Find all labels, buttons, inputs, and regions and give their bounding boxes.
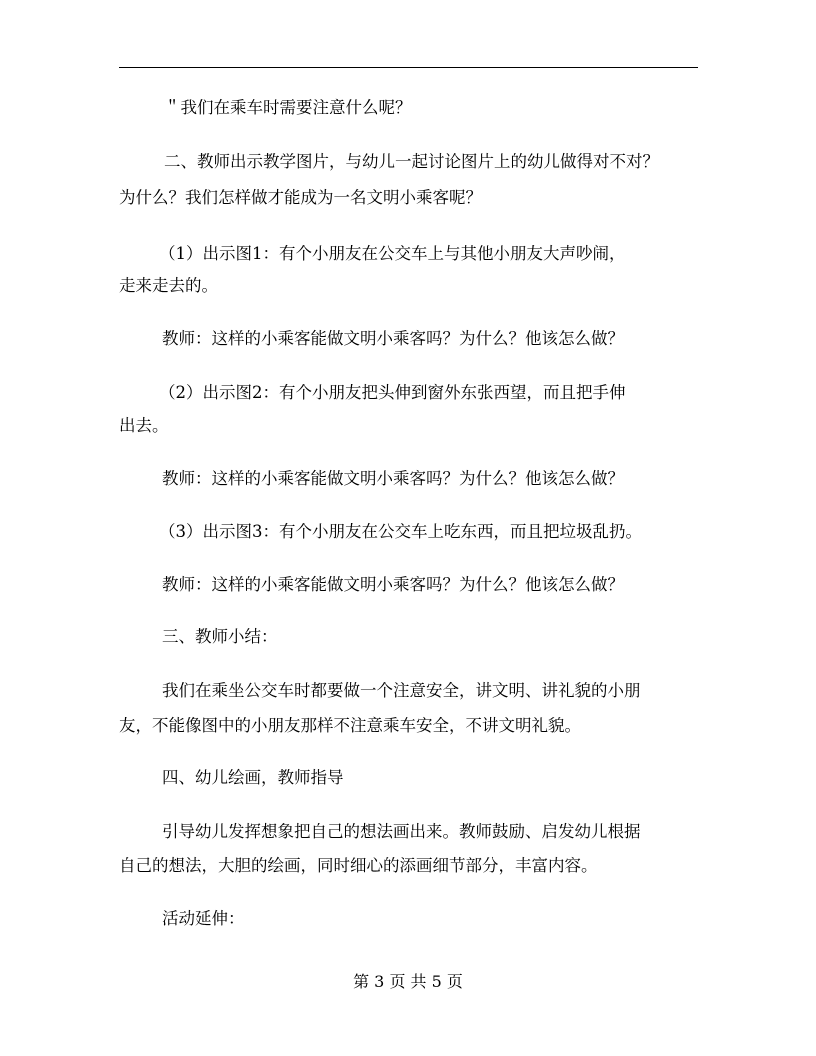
header-rule <box>119 67 698 68</box>
paragraph-line: （1）出示图1：有个小朋友在公交车上与其他小朋友大声吵闹， <box>159 244 626 263</box>
page-footer: 第 3 页 共 5 页 <box>353 972 463 991</box>
paragraph-line: 出去。 <box>119 416 169 435</box>
paragraph-line: 引导幼儿发挥想象把自己的想法画出来。教师鼓励、启发幼儿根据 <box>162 822 641 841</box>
paragraph-line: 走来走去的。 <box>119 276 218 295</box>
paragraph-line: ＂我们在乘车时需要注意什么呢？ <box>164 98 412 117</box>
paragraph-line: 教师：这样的小乘客能做文明小乘客吗？为什么？他该怎么做？ <box>162 329 624 348</box>
paragraph-line: 三、教师小结： <box>162 627 278 646</box>
paragraph-line: （2）出示图2：有个小朋友把头伸到窗外东张西望，而且把手伸 <box>159 383 626 402</box>
paragraph-line: 二、教师出示教学图片，与幼儿一起讨论图片上的幼儿做得对不对？ <box>164 152 659 171</box>
paragraph-line: （3）出示图3：有个小朋友在公交车上吃东西，而且把垃圾乱扔。 <box>159 522 642 541</box>
paragraph-line: 教师：这样的小乘客能做文明小乘客吗？为什么？他该怎么做？ <box>162 575 624 594</box>
paragraph-line: 四、幼儿绘画，教师指导 <box>162 768 344 787</box>
paragraph-line: 友，不能像图中的小朋友那样不注意乘车安全，不讲文明礼貌。 <box>119 716 581 735</box>
paragraph-line: 我们在乘坐公交车时都要做一个注意安全，讲文明、讲礼貌的小朋 <box>162 681 641 700</box>
paragraph-line: 自己的想法，大胆的绘画，同时细心的添画细节部分，丰富内容。 <box>119 856 598 875</box>
paragraph-line: 为什么？我们怎样做才能成为一名文明小乘客呢？ <box>119 188 482 207</box>
paragraph-line: 活动延伸： <box>162 909 245 928</box>
paragraph-line: 教师：这样的小乘客能做文明小乘客吗？为什么？他该怎么做？ <box>162 469 624 488</box>
